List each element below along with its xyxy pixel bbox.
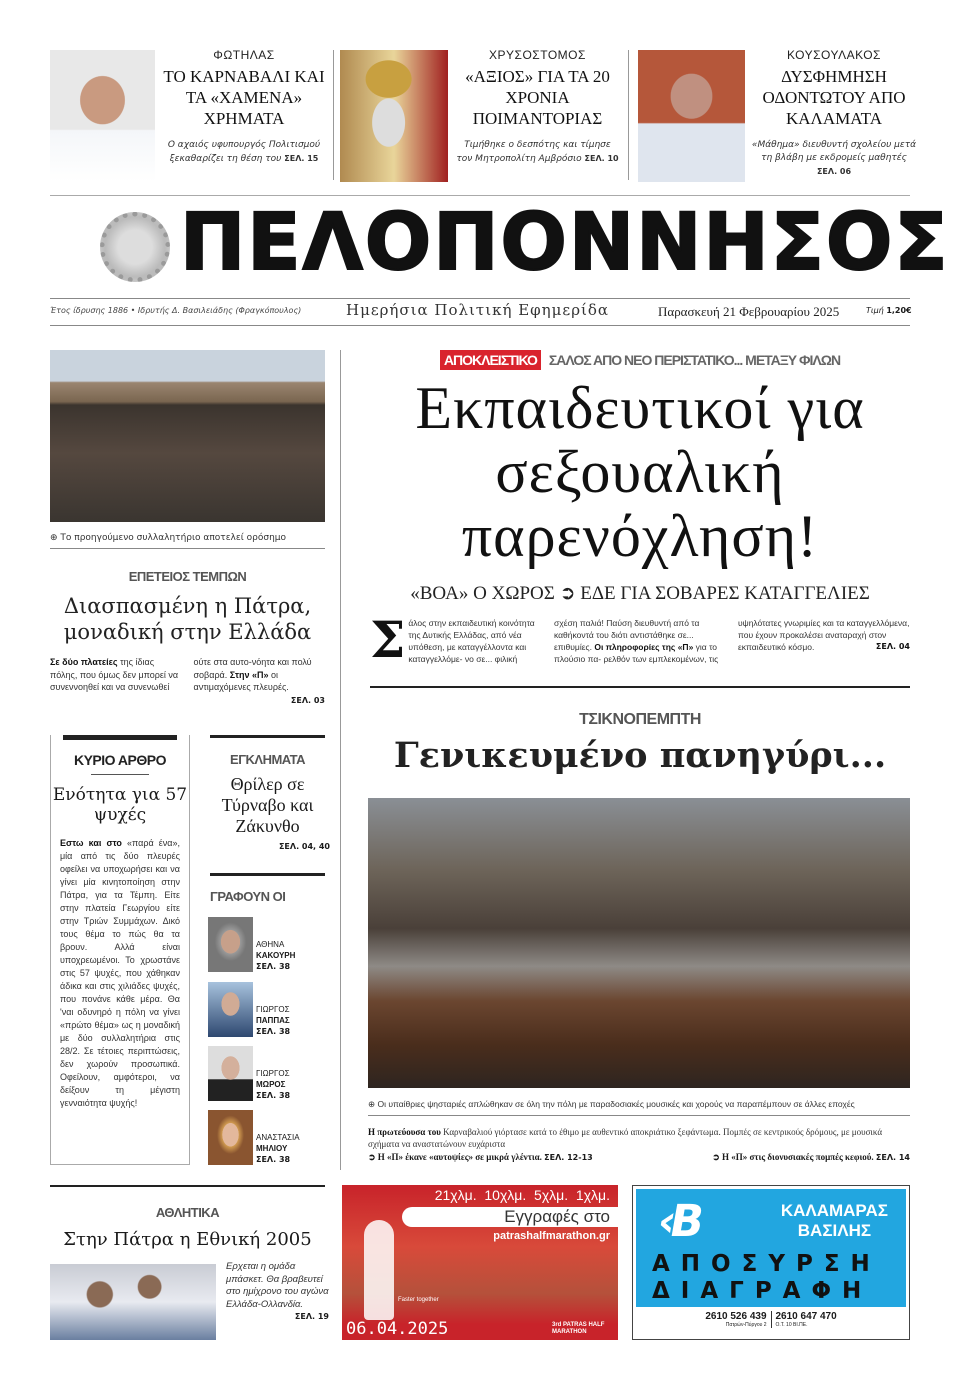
main-kicker: ΣΑΛΟΣ ΑΠΟ ΝΕΟ ΠΕΡΙΣΤΑΤΙΚΟ... ΜΕΤΑΞΥ ΦΙΛΩΝ	[548, 352, 841, 368]
ad-distances: 21χλμ. 10χλμ. 5χλμ. 1χλμ.	[434, 1187, 610, 1203]
teaser-photo-kousoulakos	[638, 50, 745, 182]
marathon-ad[interactable]	[342, 1185, 618, 1340]
ad-line1: ΑΠΟΣΥΡΣΗ	[652, 1251, 881, 1277]
kb-logo-icon: ‹B	[653, 1196, 703, 1247]
main-body: Σάλος στην εκπαιδευτική κοινότητα της Δυτικής Ελλάδας, από νέα υπόθεση, με καταγγέλλοντα και καταγγελλόμε- νο σε... φιλική σχέση παλιά! Παύση διευθυντή από τα καθήκοντά του διότι αντιστάθηκε σε... επιθυμίες. Οι πληροφορίες της «Π» για το πλούσιο πα- ρελθόν των εμπλεκομένων, τις υψηλότατες γνωριμίες και τα καταγγελλόμενα, που έχουν προκαλέσει αναταραχή στον εκπαιδευτικό κόσμο. ΣΕΛ. 04	[370, 610, 910, 669]
crime-block	[205, 774, 330, 851]
teaser-name: ΧΡΥΣΟΣΤΟΜΟΣ	[489, 48, 586, 62]
teaser-fotilas[interactable]	[160, 48, 328, 166]
main-kicker-row	[370, 350, 910, 370]
crime-page: ΣΕΛ. 04, 40	[278, 842, 330, 851]
teaser-photo-chrysostomos	[340, 50, 448, 182]
ad-url: patrashalfmarathon.gr	[493, 1230, 610, 1242]
teaser-name: ΦΩΤΗΛΑΣ	[213, 48, 275, 62]
teaser-headline: ΤΟ ΚΑΡΝΑΒΑΛΙ ΚΑΙ ΤΑ «ΧΑΜΕΝΑ» ΧΡΗΜΑΤΑ	[163, 67, 325, 128]
ad-logo: 3rd PATRAS HALF MARATHON	[552, 1322, 605, 1335]
sports-block	[226, 1261, 329, 1321]
main-page: ΣΕΛ. 04	[875, 642, 910, 651]
exclusive-badge: ΑΠΟΚΛΕΙΣΤΙΚΟ	[440, 350, 541, 370]
carnival-body: Η πρωτεύουσα του Καρναβαλιού γιόρτασε κατά το έθιμο με αυθεντικό αποκριάτικο ξεφάντωμα. Πομπές σε κεντρικούς δρόμους, με μουσικά σχήματα να αναστατώνουν ευχάριστα	[368, 1127, 883, 1149]
writer-photo	[208, 1046, 253, 1101]
writer-item[interactable]: ΑΝΑΣΤΑΣΙΑ ΜΗΛΙΟΥ ΣΕΛ. 38	[208, 1110, 300, 1165]
main-subhead: «ΒΟΑ» Ο ΧΩΡΟΣ ➲ ΕΔΕ ΓΙΑ ΣΟΒΑΡΕΣ ΚΑΤΑΓΓΕΛΙΕΣ	[410, 583, 870, 604]
teaser-sub: Τιμήθηκε ο δεσπότης και τίμησε τον Μητροπολίτη Αμβρόσιο ΣΕΛ. 10	[456, 140, 619, 164]
carnival-headline[interactable]: Γενικευμένο πανηγύρι...	[393, 735, 887, 776]
teaser-sub: Ο αχαιός υφυπουργός Πολιτισμού ξεκαθαρίζει τη θέση του ΣΕΛ. 15	[167, 140, 321, 164]
issue-date: Παρασκευή 21 Φεβρουαρίου 2025	[658, 304, 840, 319]
editorial-headline[interactable]: Ενότητα για 57 ψυχές	[52, 785, 188, 825]
ad-line2: ΔΙΑΓΡΑΦΗ	[652, 1278, 873, 1304]
tagline: Ημερήσια Πολιτική Εφημερίδα	[346, 301, 610, 319]
editorial-kicker: ΚΥΡΙΟ ΑΡΘΡΟ	[73, 752, 166, 768]
ad-phone-1: 2610 526 439	[705, 1311, 767, 1322]
sports-body: Ερχεται η ομάδα μπάσκετ. Θα βραβευτεί στο ημίχρονο του αγώνα Ελλάδα-Ολλανδία.	[226, 1261, 329, 1310]
carnival-kicker: ΤΣΙΚΝΟΠΕΜΠΤΗ	[579, 711, 701, 728]
rally-photo-caption: ⊕ Το προηγούμενο συλλαλητήριο αποτελεί ορόσημο	[50, 533, 287, 543]
ad-registration: Εγγραφές στο	[504, 1207, 610, 1226]
runner-silhouette-icon	[364, 1220, 394, 1320]
arrow-icon: ➲	[559, 583, 576, 604]
ad-address-2: Ο.Τ. 10 ΒΙ.ΠΕ.	[775, 1322, 808, 1328]
writer-item[interactable]: ΑΘΗΝΑ ΚΑΚΟΥΡΗ ΣΕΛ. 38	[208, 917, 295, 972]
crime-kicker: ΕΓΚΛΗΜΑΤΑ	[230, 752, 305, 767]
teaser-headline: ΔΥΣΦΗΜΗΣΗ ΟΔΟΝΤΩΤΟΥ ΑΠΟ ΚΑΛΑΜΑΤΑ	[762, 67, 906, 128]
teaser-kousoulakos[interactable]	[750, 48, 918, 179]
editorial-box	[50, 735, 190, 1165]
teaser-chrysostomos[interactable]	[455, 48, 620, 166]
masthead-logo-seal-icon	[100, 212, 170, 282]
price: Τιμή 1,20€	[866, 306, 912, 315]
masthead-title: ΠΕΛΟΠΟΝΝΗΣΟΣ	[180, 198, 950, 288]
sports-kicker: ΑΘΛΗΤΙΚΑ	[155, 1205, 220, 1220]
teaser-name: ΚΟΥΣΟΥΛΑΚΟΣ	[787, 48, 881, 62]
sports-photo	[50, 1264, 216, 1340]
tempi-page: ΣΕΛ. 03	[290, 695, 325, 705]
main-headline[interactable]: Εκπαιδευτικοί για σεξουαλική παρενόχληση!	[415, 375, 865, 569]
teaser-sub: «Μάθημα» διευθυντή σχολείου μετά τη βλάβη με εκδρομείς μαθητές ΣΕΛ. 06	[751, 140, 917, 176]
editorial-body: Εστω και στο «παρά ένα», μία από τις δύο πλευρές οφείλει να υποχωρήσει και να γίνει μία κινητοποίηση στην Πάτρα, για τα Τέμπη. Είτε στην πλατεία Γεωργίου είτε στην Τριών Συμμάχων. Δικό τους θέμα το πώς θα τα βρουν. Αλλά είναι υποχρεωμένοι. Το χρωστάνε στις 57 ψυχές, που χάθηκαν άδικα και στις χιλιάδες ψυχές, που πονάνε κάθε μέρα. Θα 'ναι οδυνηρό η πόλη να γίνει «πρώτο θέμα» ως η μοναδική με δύο συλλαλητήρια στις 28/2. Σε τέτοιες περιπτώσεις, δεν χωρούν προσωπικά. Οφείλουν, αμφότεροι, να δείξουν τη μέγιστη γενναιότητα ψυχής!	[60, 838, 180, 1108]
kalamaras-ad[interactable]	[632, 1185, 910, 1340]
ad-address-1: Πατρών-Πύργου 2	[725, 1322, 767, 1328]
sports-page: ΣΕΛ. 19	[294, 1312, 329, 1321]
carnival-photo	[368, 798, 910, 1088]
teaser-photo-fotilas	[50, 50, 155, 182]
sports-headline[interactable]: Στην Πάτρα η Εθνική 2005	[63, 1229, 312, 1250]
teaser-headline: «ΑΞΙΟΣ» ΓΙΑ ΤΑ 20 ΧΡΟΝΙΑ ΠΟΙΜΑΝΤΟΡΙΑΣ	[465, 67, 610, 128]
carnival-caption: ⊕ Οι υπαίθριες ψησταριές απλώθηκαν σε όλη την πόλη με παραδοσιακές μουσικές και χορούς να παραπέμπουν σε άλλες εποχές	[368, 1099, 855, 1109]
ref-link-1[interactable]: ➲ Η «Π» έκανε «αυτοψίες» σε μικρά γλέντια. ΣΕΛ. 12-13	[368, 1152, 593, 1162]
tempi-headline[interactable]: Διασπασμένη η Πάτρα, μοναδική στην Ελλάδα	[63, 594, 312, 644]
writer-photo	[208, 1110, 253, 1165]
dropcap: Σ	[370, 610, 406, 669]
tempi-body-block	[50, 656, 325, 705]
writer-item[interactable]: ΓΙΩΡΓΟΣ ΠΑΠΠΑΣ ΣΕΛ. 38	[208, 982, 290, 1037]
founded-line: Έτος ίδρυσης 1886 • Ιδρυτής Δ. Βασιλειάδης (Φραγκόπουλος)	[50, 306, 302, 315]
writer-item[interactable]: ΓΙΩΡΓΟΣ ΜΩΡΟΣ ΣΕΛ. 38	[208, 1046, 290, 1101]
writer-photo	[208, 917, 253, 972]
writer-photo	[208, 982, 253, 1037]
ad-slogan: Faster together	[398, 1297, 439, 1303]
ad-date: 06.04.2025	[346, 1319, 449, 1339]
rally-photo	[50, 350, 325, 522]
ref-link-2[interactable]: ➲ Η «Π» στις διονυσιακές πομπές κεφιού. ΣΕΛ. 14	[712, 1152, 910, 1162]
carnival-text-block	[368, 1126, 910, 1164]
writers-kicker: ΓΡΑΦΟΥΝ ΟΙ	[210, 889, 286, 904]
carnival-refs[interactable]	[368, 1151, 910, 1164]
ad-name: ΚΑΛΑΜΑΡΑΣ ΒΑΣΙΛΗΣ	[780, 1201, 888, 1240]
ad-phone-2: 2610 647 470	[775, 1311, 837, 1322]
crime-headline[interactable]: Θρίλερ σε Τύρναβο και Ζάκυνθο	[221, 774, 314, 836]
tempi-body: Σε δύο πλατείες της ίδιας πόλης, που όμως δεν μπορεί να συνεννοηθεί και να συνενωθεί ούτε στα αυτο-νόητα και πολύ σοβαρά. Στην «Π» οι αντιμαχόμενες πλευρές.	[50, 657, 312, 692]
tempi-kicker: ΕΠΕΤΕΙΟΣ ΤΕΜΠΩΝ	[128, 569, 247, 584]
